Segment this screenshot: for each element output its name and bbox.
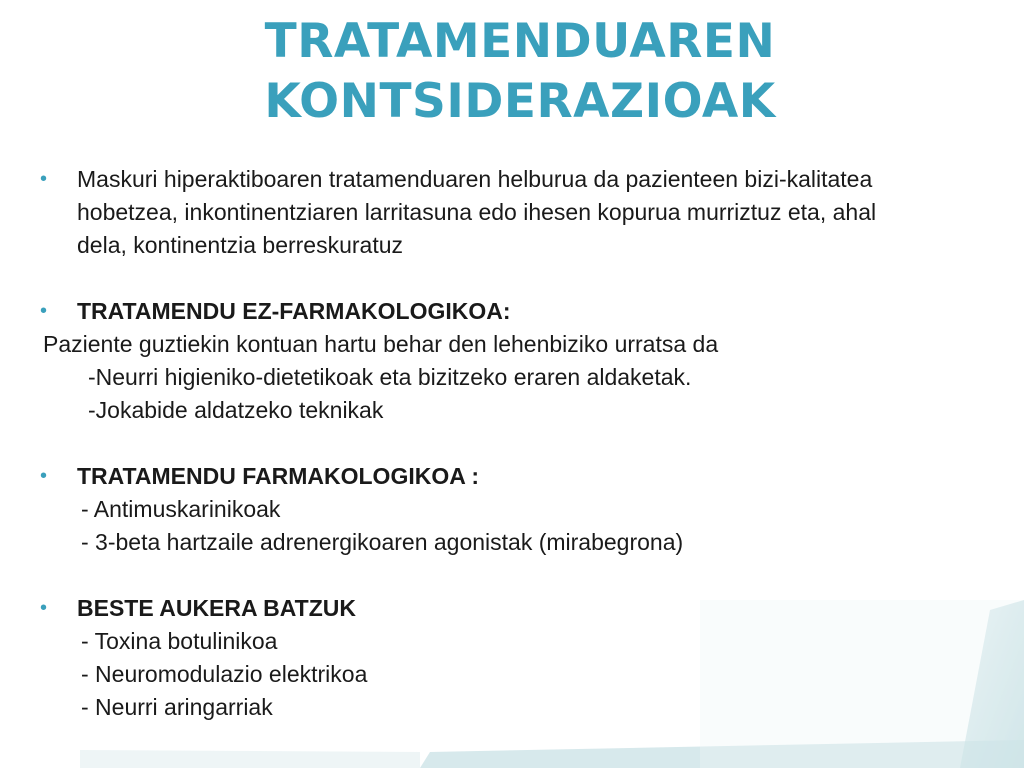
- intro-bullet: [40, 163, 1000, 262]
- title-line-2: KONTSIDERAZIOAK: [264, 74, 776, 129]
- intro-line: dela, kontinentzia berreskuratuz: [77, 232, 404, 258]
- list-item: -Neurri higieniko-dietetikoak eta bizitzeko eraren aldaketak.: [88, 364, 692, 390]
- intro-line: Maskuri hiperaktiboaren tratamenduaren helburua da pazienteen bizi-kalitatea: [77, 166, 873, 192]
- bullet-icon: •: [40, 597, 48, 619]
- list-item: - 3-beta hartzaile adrenergikoaren agonistak (mirabegrona): [81, 529, 684, 555]
- pharma-heading: TRATAMENDU FARMAKOLOGIKOA :: [77, 463, 480, 489]
- intro-line: hobetzea, inkontinentziaren larritasuna edo ihesen kopurua murriztuz eta, ahal: [77, 199, 877, 225]
- bullet-icon: •: [40, 300, 48, 322]
- list-item: - Toxina botulinikoa: [81, 628, 278, 654]
- list-item: - Neuromodulazio elektrikoa: [81, 661, 368, 687]
- title-line-1: TRATAMENDUAREN: [264, 14, 776, 69]
- list-item: - Neurri aringarriak: [81, 694, 273, 720]
- bullet-icon: •: [40, 465, 48, 487]
- other-heading: BESTE AUKERA BATZUK: [77, 595, 356, 621]
- other-bullet: [40, 592, 1000, 625]
- pharma-bullet: [40, 460, 1000, 493]
- bullet-icon: •: [40, 168, 48, 190]
- slide-title: [0, 12, 1024, 132]
- list-item: -Jokabide aldatzeko teknikak: [88, 397, 384, 423]
- slide-body: [40, 163, 1000, 724]
- non-pharma-heading: TRATAMENDU EZ-FARMAKOLOGIKOA:: [77, 298, 511, 324]
- non-pharma-description: Paziente guztiekin kontuan hartu behar den lehenbiziko urratsa da: [43, 331, 719, 357]
- non-pharma-bullet: [40, 295, 1000, 328]
- list-item: - Antimuskarinikoak: [81, 496, 281, 522]
